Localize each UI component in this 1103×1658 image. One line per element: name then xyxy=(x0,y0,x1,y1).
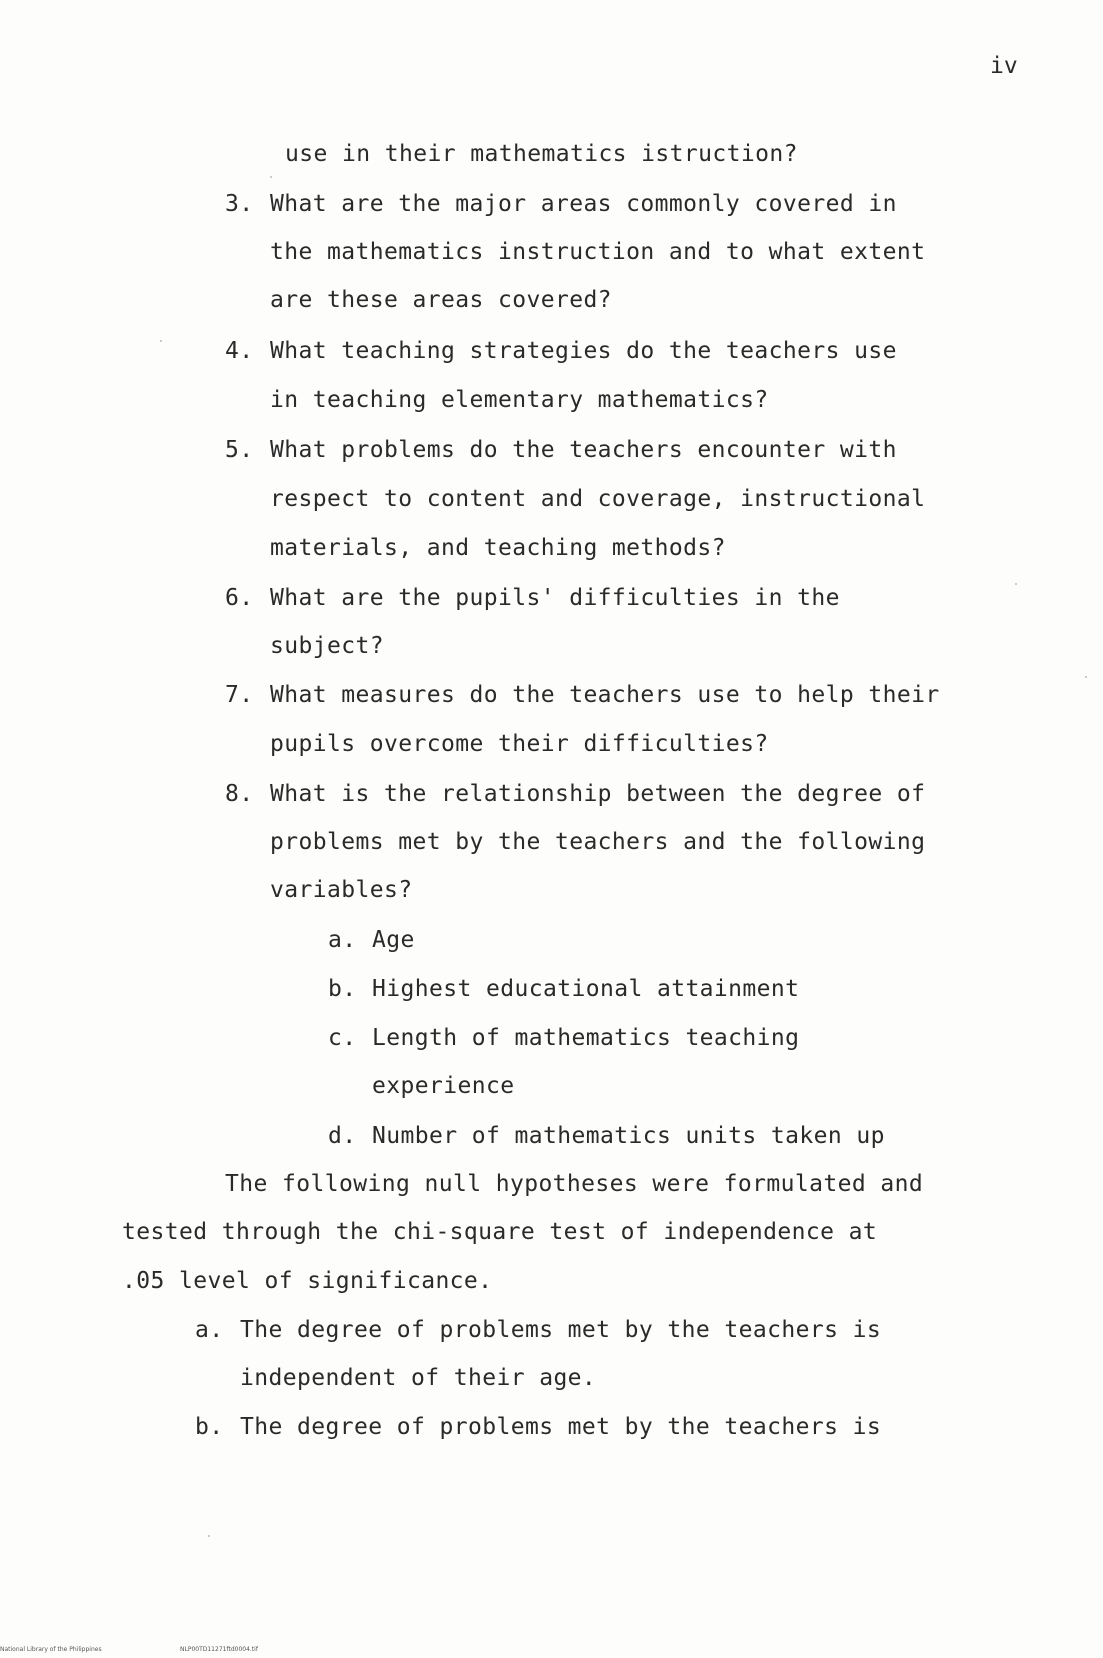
hypothesis-text: independent of their age. xyxy=(240,1365,597,1391)
question-2-continued: use in their mathematics istruction? xyxy=(285,141,798,167)
variable-letter: c. xyxy=(328,1025,357,1051)
question-line: What measures do the teachers use to help their xyxy=(270,682,940,708)
question-line: pupils overcome their difficulties? xyxy=(270,731,769,757)
paragraph-line: tested through the chi-square test of independence at xyxy=(122,1219,878,1245)
footer-library: National Library of the Philippines xyxy=(0,1646,102,1653)
scan-speck xyxy=(270,176,272,178)
paragraph-line: .05 level of significance. xyxy=(122,1268,493,1294)
hypothesis-letter: b. xyxy=(195,1414,224,1440)
scan-speck xyxy=(1085,676,1087,678)
variable-letter: d. xyxy=(328,1123,357,1149)
question-line: are these areas covered? xyxy=(270,287,612,313)
question-line: What are the major areas commonly covered in xyxy=(270,191,897,217)
question-line: What are the pupils' difficulties in the xyxy=(270,585,840,611)
question-number: 5. xyxy=(225,437,254,463)
question-line: materials, and teaching methods? xyxy=(270,535,726,561)
question-line: What teaching strategies do the teachers use xyxy=(270,338,897,364)
footer-file: NLP00TD11271ftd0004.tif xyxy=(180,1646,258,1653)
question-line: in teaching elementary mathematics? xyxy=(270,387,769,413)
question-number: 8. xyxy=(225,781,254,807)
variable-letter: a. xyxy=(328,927,357,953)
question-line: What problems do the teachers encounter with xyxy=(270,437,897,463)
question-number: 7. xyxy=(225,682,254,708)
paragraph-line: The following null hypotheses were formulated and xyxy=(225,1171,924,1197)
question-line: What is the relationship between the degree of xyxy=(270,781,926,807)
question-number: 4. xyxy=(225,338,254,364)
variable-text: Length of mathematics teaching xyxy=(372,1025,800,1051)
question-number: 6. xyxy=(225,585,254,611)
question-line: the mathematics instruction and to what extent xyxy=(270,239,926,265)
variable-text: experience xyxy=(372,1073,515,1099)
hypothesis-letter: a. xyxy=(195,1317,224,1343)
question-number: 3. xyxy=(225,191,254,217)
scan-speck xyxy=(1015,583,1017,585)
question-line: respect to content and coverage, instructional xyxy=(270,486,926,512)
hypothesis-text: The degree of problems met by the teachers is xyxy=(240,1317,882,1343)
scan-speck xyxy=(208,1535,210,1537)
question-line: variables? xyxy=(270,877,413,903)
hypothesis-text: The degree of problems met by the teachers is xyxy=(240,1414,882,1440)
question-line: subject? xyxy=(270,633,384,659)
variable-letter: b. xyxy=(328,976,357,1002)
question-line: problems met by the teachers and the following xyxy=(270,829,926,855)
page-number: iv xyxy=(990,53,1018,79)
scan-speck xyxy=(160,340,162,342)
variable-text: Number of mathematics units taken up xyxy=(372,1123,885,1149)
variable-text: Age xyxy=(372,927,415,953)
variable-text: Highest educational attainment xyxy=(372,976,800,1002)
